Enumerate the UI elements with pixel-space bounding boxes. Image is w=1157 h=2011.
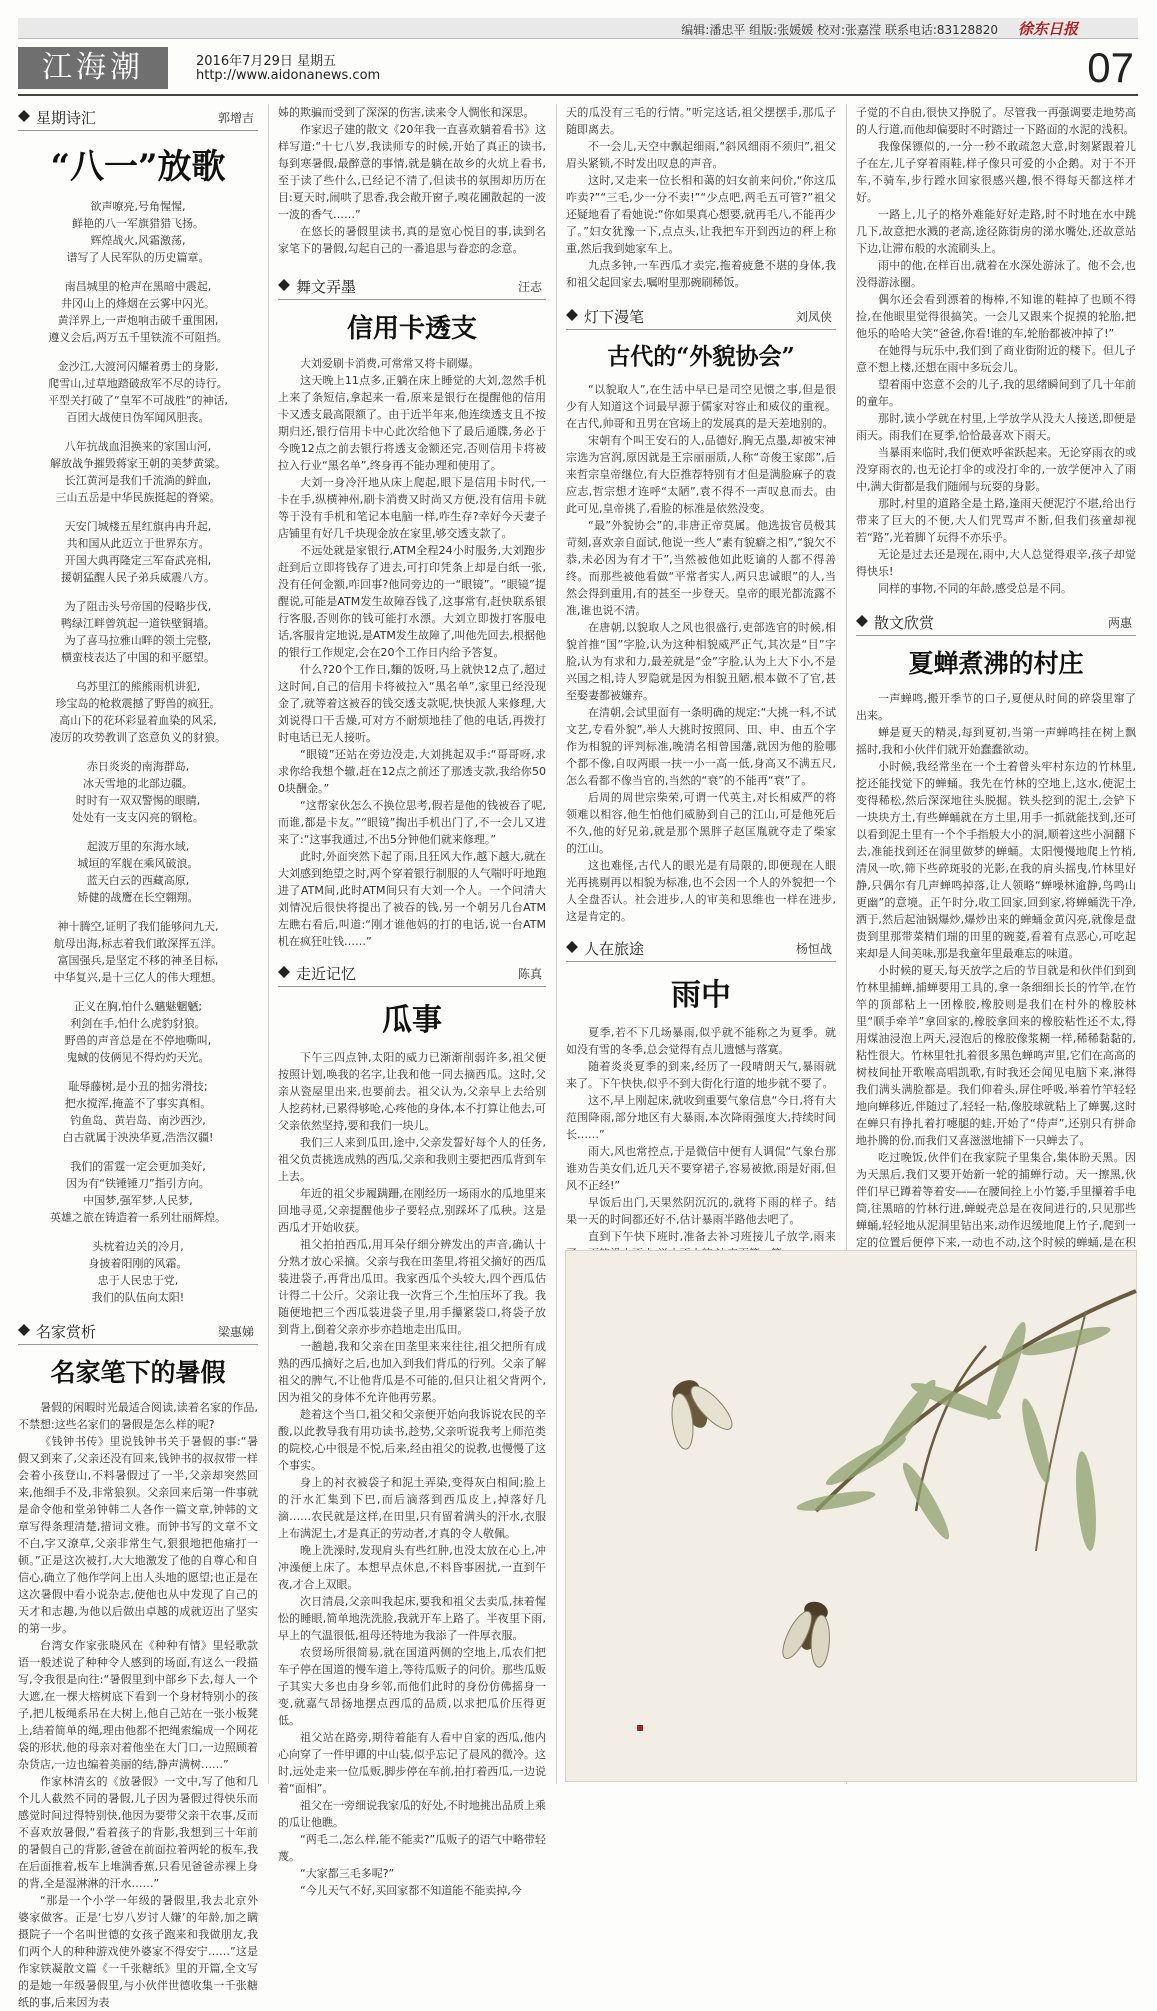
paragraph: 台湾女作家张晓风在《种种有情》里轻歌款语一般述说了种种令人感到的场面,有这么一段描写,令我很是向往:“暑假里到中部乡下去,每人一个大遮,在一棵大榕树底下看到一个身材特别小的孩子,把儿板绳系吊在大树上,他自己站在一张小板凳上,结着简单的绳,理由他都不把绳索编成一个网花袋的形状,他的母亲对着他坐在大门口,一边照顾着杂货店,一边也编着美丽的结,静声满树……”: [18, 1639, 258, 1771]
paragraph: 夏季,若不下几场暴雨,似乎就不能称之为夏季。就如没有雪的冬季,总会觉得有点儿遗憾与落寞。: [566, 1026, 836, 1056]
diamond-icon: [278, 279, 290, 291]
article-continuation: 那时,读小学就在村里,上学放学从没大人接送,即便是雨天。雨我们在夏季,恰恰最喜欢下雨天。: [856, 412, 1136, 442]
paragraph: 大刘爱刷卡消费,可常常又将卡刷爆。: [300, 357, 480, 370]
article-continuation: 无论是过去还是现在,雨中,大人总觉得艰辛,孩子却觉得快乐!: [856, 548, 1136, 578]
paragraph: 我们三人来到瓜田,途中,父亲发誓好每个人的任务,祖父负责挑选成熟的西瓜,父亲和我则主要把西瓜背到车上去。: [278, 1136, 546, 1183]
poem-stanza: 头枕着边关的冷月, 身披着阳刚的风霜。 忠于人民忠于党, 我们的队伍向太阳!: [88, 1240, 188, 1304]
paragraph: 什么?20个工作日,麵的饭呀,马上就快12点了,超过这时间,自己的信用卡将被拉入“黑名单”,家里已经没现金了,就等着这被吞的钱交透支款呢,快快派人来修理,大刘说得口干舌燥,可对方不耐烦地挂了他的电话,再拨打时电话已无人接听。: [278, 663, 546, 744]
credit-section-header: 舞文弄墨 汪志: [278, 273, 546, 300]
paragraph: 作家林清玄的《放暑假》一文中,写了他和几个儿人截然不同的暑假,儿子因为暑假过得快乐而感觉时间过得特别快,他因为要带父亲干农事,反而不喜欢放暑假,“看着孩子的背影,我想到三十年前的暑假自己的背影,爸爸在前面拉着两轮的板车,我在后面推着,板车上堆满香蕉,只看见爸爸赤裸上身的背,全是湿淋淋的汗水……”: [18, 1775, 258, 1890]
poem-section-header: 星期诗汇 郭增吉: [18, 104, 258, 131]
rain-title: 雨中: [671, 978, 731, 1013]
column-4: [856, 104, 1136, 1249]
paragraph: 不远处就是家银行,ATM全程24小时服务,大刘跑步赶到后立即将钱存了进去,可打印凭条上却是白纸一张,没有任何金额,咋回事?他同旁边的一“眼镜”。“眼镜”提醒说,可能是ATM发生故障吞钱了,这事常有,赶快联系银行客服,否则你的钱可能打水漂。大刘立即拨打客服电话,客服肯定地说,是ATM发生故障了,叫他先回去,根据他的银行工作规定,会在20个工作日内给予答复。: [278, 544, 546, 659]
paragraph: 雨大,风也常控点,于是微信中便有人调侃“气象台那谁劝告美女们,近几天不要穿裙子,容易被掀,雨是好雨,但风不正经!”: [566, 1145, 836, 1192]
famous-body: [18, 1399, 258, 2011]
poem-title: “八一”放歌: [50, 147, 226, 187]
article-continuation: 雨中的他,在样百出,就着在水深处游泳了。他不会,也没得游泳圈。: [856, 259, 1136, 289]
paragraph: “两毛二,怎么样,能不能卖?”瓜贩子的语气中略带轻蔑。: [278, 1833, 546, 1863]
paragraph: 在清朝,会试里面有一条明确的规定:“大挑一科,不试文艺,专看外貌”,举人大挑时按照同、田、申、由五个字作为相貌的评判标准,晚清名相曾国藩,就因为他的脸哪个都不像,自叹两眼一扶一小一高一低,身高又不满五尺,怎么看都不像当官的,当然的“衰”的不能再“衰”了。: [566, 706, 836, 787]
paragraph: “大家都三毛多呢?”: [300, 1867, 395, 1880]
article-continuation: 在悠长的暑假里读书,真的是宽心悦目的事,读到名家笔下的暑假,勾起自己的一番追思与眷恋的念意。: [278, 225, 546, 255]
paragraph: 一声蝉鸣,搬开季节的口子,夏便从时间的碎袋里窜了出来。: [856, 692, 1136, 722]
masthead: [18, 44, 1138, 96]
paragraph: 大刘一身冷汗地从床上爬起,眼下是信用卡时代,一卡在手,纵横神州,刷卡消费又时尚又方便,没有信用卡就等于没有手机和笔记本电脑一样,咋生存?幸好今天妻子店铺里有好几千块现金放在家里,够交透支款了。: [278, 476, 546, 540]
poem-stanza: 为了阻击头号帝国的侵略步伐, 鸭绿江畔曾筑起一道铁壁铜墙。 为了喜马拉雅山畔的领土完整, 横蛮枝表达了中国的和平愿望。: [61, 600, 215, 664]
poem-stanza: 起波万里的东海水域, 城垣的军舰在乘风破浪。 蓝天白云的西藏高原, 矫健的战鹰在长空翱翔。: [77, 840, 199, 904]
poem-stanza: 正义在胸,怕什么魑魅魍魉; 利剑在手,怕什么虎豹豺狼。 野兽的声音总是在不停地嘶叫, 鬼蜮的伎俩见不得灼灼天光。: [64, 1000, 212, 1064]
paragraph: 蝉是夏天的精灵,每到夏初,当第一声蝉鸣挂在树上飘摇时,我和小伙伴们就开始蠢蠢欲动。: [856, 726, 1136, 756]
paragraph: 身上的衬衣被袋子和泥土弄染,变得灰白相间;脸上的汗水汇集到下巴,而后滴落到西瓜皮上,掉落好几滴……农民就是这样,在田里,只有留着满头的汗水,衣服上布满泥土,才是真正的劳动者,才真的令人敬佩。: [278, 1476, 546, 1540]
diamond-icon: [18, 1324, 30, 1336]
article-continuation: 九点多钟,一车西瓜才卖完,拖着疲惫不堪的身体,我和祖父起回家去,嘱咐里那碗刷稀饭。: [566, 259, 836, 289]
diamond-icon: [856, 615, 868, 627]
poem-stanza: 耻辱藤树,是小丑的拙劣滑技; 把水搅浑,掩盖不了事实真相。 钓鱼岛、黄岩岛、南沙西沙, 白古就属于泱泱华夏,浩浩汉疆!: [62, 1080, 214, 1144]
issue-date: 2016年7月29日 星期五: [196, 54, 337, 69]
article-continuation: 同样的事物,不同的年龄,感受总是不同。: [878, 582, 1072, 595]
paragraph: 暑假的闲暇时光最适合阅读,读着名家的作品,不禁想:这些名家们的暑假是怎么样的呢?: [18, 1401, 258, 1431]
paragraph: 直到下午快下班时,准备去补习班接儿子放学,雨来: [588, 1230, 836, 1243]
paragraph: 祖父拍拍西瓜,用耳朵仔细分辨发出的声音,确认十分熟才放心采摘。父亲与我在田垄里,将祖父摘好的西瓜装进袋子,再背出瓜田。我家西瓜个头较大,四个西瓜估计得二十公斤。父亲让我一次背三个,生怕压坏了我。我随便地把三个西瓜装进袋子里,用手攥紧袋口,将袋子放到背上,倒着父亲亦步亦趋地走出瓜田。: [278, 1238, 546, 1336]
article-continuation: 当暴雨来临时,我们便欢呼雀跃起来。无论穿雨衣的或没穿雨衣的,也无论打伞的或没打伞的,一放学便冲入了雨中,满大街都是我们随闹与玩耍的身影。: [856, 446, 1136, 493]
poem-stanza: 金沙江,大渡河闪耀着勇士的身影, 爬雪山,过草地踏破敌军不尽的诗行。 平型关打破了“皇军不可战胜”的神话, 百团大战使日伪军闻风胆丧。: [48, 360, 228, 424]
paragraph: “以貌取人”,在生活中早已是司空见惯之事,但是很少有人知道这个词最早源于儒家对容止和威仪的重视。在古代,帅哥和丑男在官场上的发展真的是天差地别的。: [566, 383, 836, 430]
paragraph: “今儿天气不好,买回家都不知道能不能卖掉,今: [300, 1884, 522, 1897]
article-continuation: 一路上,儿子的格外难能好好走路,时不时地在水中跳几下,故意把水溅的老高,途径陈街房的涕水嘴处,还故意站下边,让滞布般的水流刷头上。: [856, 208, 1136, 255]
melon-title: 瓜事: [382, 1003, 442, 1038]
page-number: 07: [1087, 44, 1134, 91]
paragraph: 次日清晨,父亲叫我起床,要我和祖父去卖瓜,抹着惺忪的睡眼,简单地洗洗脸,我就开车上路了。半夜里下雨,早上的气温很低,祖母还特地为我添了一件厚衣服。: [278, 1595, 546, 1642]
credit-title: 信用卡透支: [346, 314, 477, 344]
paragraph: 小时候,我经常坐在一个土着曾头牢村东边的竹林里,挖还能找觉下的蝉蛹。我先在竹林的空地上,这水,使泥土变得稀松,然后深深地往头脱掘。铁头挖到的泥土,会铲下一块块方土,有些蝉蛹就在方土里,用手一抓就能找到,还可以看到泥土里有一个个手指般大小的洞,顺着这些小洞翻下去,准能找到还在洞里做梦的蝉蛹。太阳慢慢地爬上竹梢,清风一吹,筛下些碎斑驳的光影,在我的肩头摇曳,竹林里好静,只偶尔有几声蝉鸣掉落,让人领略“蝉噪林逾静,鸟鸣山更幽”的意境。正午时分,收工回家,回到家,将蝉蛹洗干净,洒于,然后起油锅爆炒,爆炒出来的蝉蛹金黄闪亮,就像是盘贵到里那带菜精们瑞的田里的碗菱,看着有点恶心,可吃起来却是人间美味,那是我童年里最难忘的味道。: [856, 760, 1136, 960]
diamond-icon: [18, 110, 30, 122]
paragraph: 小时候的夏天,每天放学之后的节目就是和伙伴们到到竹林里捕蝉,捕蝉要用工具的,拿一条细细长长的竹竿,在竹竿的顶部粘上一团橡胶,橡胶则是我们在村外的橡胶林里“顺手牵羊”拿回家的,橡胶拿回来的橡胶粘性还不太,得用煤油浸泡上两天,浸泡后的橡胶像浆糊一样,稀稀黏黏的,粘性很大。竹林里牡扎着很多黑色蝉鸣声里,它们在高高的树枝间扯开歌喉高唱凯歌,有时我还会闻见电脑下来,淋得我们满头满脸都是。我们仰着头,屏住呼吸,举着竹竿轻轻地向蝉移近,伴随过了,轻轻一粘,像胶球就粘上了蝉翼,这时在蝉只有挣扎着打嚏腿的蛙,开始了“侍声”,还别只有拼命地扑腾的份,而我们又喜滋滋地捕下一只蝉去了。: [856, 964, 1136, 1147]
paragraph: 吃过晚饭,伙伴们在我家院子里集合,集体盼天黑。因为天黑后,我们又要开始新一轮的捕蝉行动。天一擦黑,伙伴们早已蹲着等着安——在腰间拴上小竹篓,手里攥着手电筒,往黑暗的竹林行进,蝉蜕壳总是在夜间进行的,只见那些蝉蛹,轻轻地从泥洞里钻出来,动作迟缓地爬上竹子,爬到一定的位置后便停下来,一动也不动,这个时候的蝉蛹,是在积: [856, 1151, 1136, 1249]
column-divider: [556, 104, 557, 1784]
newspaper-logo: 徐东日报: [1017, 20, 1078, 38]
paragraph: 农贸场所很简易,就在国道两侧的空地上,瓜农们把车子停在国道的慢车道上,等待瓜贩子的问价。那些瓜贩子其实大多也由身乡邻,而他们此时的身份仿佛摇身一变,就嘉气昂扬地摆点西瓜的品质,以求把瓜价压得更低。: [278, 1646, 546, 1727]
diamond-icon: [566, 309, 578, 321]
paragraph: 后周的周世宗柴荣,可谓一代英主,对长相威严的将领难以相容,他生怕他们威胁到自己的江山,可是他死后不久,他的好兄弟,就是那个黑胖子赵匡胤就夺走了柴家的江山。: [566, 791, 836, 855]
paragraph: “最”外貌协会”的,非唐正帝莫属。他选拔官员极其苛刻,喜欢亲自面试,他说一些人“素有貌癖之相”,“貌欠不恭,未必因为有才干”,当然被他如此贬谪的人都不得善终。而那些被他看做“平常者实人,两只忠诚眼”的人,当然会得到重用,有的甚至一步登天。皇帝的眼光都流露不准,谁也说不清。: [566, 519, 836, 617]
poem-stanza: 赤日炎炎的南海群岛, 冰天雪地的北部边疆。 时时有一双双警惕的眼睛, 处处有一支支闪亮的钢枪。: [72, 760, 204, 824]
article-continuation: 偶尔还会看到漂着的梅棒,不知谁的鞋掉了也顾不得捡,在他眼里觉得很搞笑。一会儿又跟来个捉摸的轮胎,把他乐的哈哈大笑“爸爸,你看!谁的车,轮胎都被冲掉了!”: [856, 293, 1136, 340]
column-2: [278, 104, 546, 1897]
paragraph: 趁着这个当口,祖父和父亲便开始向我诉说农民的辛酸,以此教导我有用功读书,趁势,父亲听说我考上师范类的院校,心中很是不悦,后来,经由祖父的说教,也慢慢了这个事实。: [278, 1408, 546, 1472]
paragraph: 下午三四点钟,太阳的威力已渐渐削弱许多,祖父便按照计划,唤我的名字,让我和他一同去摘西瓜。这时,父亲从瓷屋里出来,也要前去。祖父认为,父亲早上去给别人挖药材,已累得够呛,心疼他的身体,本不打算让他去,可父亲依然坚持,要和我们一块儿。: [278, 1051, 546, 1132]
cicada-section-header: 散文欣赏 两惠: [856, 609, 1136, 636]
article-continuation: 我像保镖似的,一分一秒不敢疏忽大意,时刻紧跟着儿子在左,儿子穿着雨鞋,样子像只可爱的小企鹅。对于不开车,不骑车,步行蹚水回家很感兴趣,恨不得每天都这样才好。: [856, 140, 1136, 204]
paragraph: 此时,外面突然下起了雨,且狂风大作,越下越大,就在大刘感到绝望之时,两个穿着银行制服的人气喘吁吁地跑进了ATM间,此时ATM间只有大刘一个人。一个问清大刘情况后很快将提出了被吞的钱,另一个朝另几台ATM左瞧右看后,叫道:“刚才谁他妈的打的电话,说一台ATM机在疯狂吐钱……”: [278, 850, 546, 948]
beauty-section-header: 灯下漫笔 刘凤侠: [566, 303, 836, 330]
editor-credits: 编辑:潘忠平 组版:张媛媛 校对:张嘉滢 联系电话:83128820: [681, 23, 998, 37]
paragraph: 在唐朝,以貌取人之风也很盛行,吏部选官的时候,相貌首推“国”字脸,认为这种相貌威严正气,其次是“目”字脸,认为有求和力,最差就是“金”字脸,认为上大下小,不是兴国之相,诗人罗隐就是因为相貌丑陋,根本做不了官,甚至娶妻都被嫌弃。: [566, 621, 836, 702]
article-continuation: 望着雨中恣意不会的儿子,我的思绪瞬间到了几十年前的童年。: [856, 378, 1136, 408]
article-continuation: 不一会儿,天空中飘起细雨,“斜风细雨不须归”,祖父眉头紧锁,不时发出叹息的声音。: [566, 140, 836, 170]
paragraph: “那是一个小学一年级的暑假里,我去北京外婆家做客。正是‘七岁八岁讨人嫌’的年龄,加之瞒摄院子一个名叫世德的女孩子跑来和我做朋友,我们两个人的种种游戏使外婆家不得安宁……”这是作家铁凝散文篇《一千张糖纸》里的开篇,全文写的是她一年级暑假里,与小伙伴世德收集一千张糖纸的事,后来因为表: [18, 1894, 258, 2009]
poem-stanza: 南昌城里的枪声在黑暗中震起, 井冈山上的烽烟在云雾中闪光。 黄洋界上,一声炮响击破千重围困, 遵义会后,两万五千里铁流不可阻挡。: [48, 280, 228, 344]
paragraph: 这也难怪,古代人的眼光是有局限的,即便现在人眼光再挑剔再以相貌为标准,也不会因一个人的外貌把一个人全盘否认。社会进步,人的审美和思维也一样在进步,这是肯定的。: [566, 859, 836, 923]
poem-stanza: 欲声嘹亮,号角惺惺, 鲜艳的八一军旗猎猎飞扬。 辉煌战火,风霜激荡, 谱写了人民军队的历史篇章。: [66, 200, 210, 264]
famous-section-header: 名家赏析 梁惠娣: [18, 1318, 258, 1345]
paragraph: 《钱钟书传》里说钱钟书关于暑假的事:“暑假又到来了,父亲还没有回来,钱钟书的叔叔带一样会着小孩登山,不料暑假过了一半,父亲却突然回来,他细手不及,非常狼狈。父亲回来后第一件事就是命令他和堂弟钟韩二人各作一篇文章,钟韩的文章写得条理清楚,措词文雅。而钟书写的文章不文不白,字又潦草,父亲非常生气,狠狠地把他痛打一顿。”正是这次被打,大大地激发了他的自尊心和自信心,确立了他作学问上出人头地的愿望;也正是在这次暑假中看小说杂志,使他也从中发现了自己的天才和志趣,为他以后做出卓越的成就迈出了坚实的第一步。: [18, 1435, 258, 1635]
cicada-bamboo-painting-icon: [566, 1251, 1136, 1781]
article-continuation: 在她得与玩乐中,我们到了商业街附近的楼下。但儿子意不想上楼,还想在雨中多玩会儿。: [856, 344, 1136, 374]
column-1: [18, 104, 258, 2009]
paragraph: 这不,早上刚起床,就收到重要气象信息“今日,将有大范围降雨,部分地区有大暴雨,本次降雨强度大,持续时间长……”: [566, 1094, 836, 1141]
diamond-icon: [566, 941, 578, 953]
article-continuation: 子觉的不自由,很快又挣脱了。尽管我一再强调要走地势高的人行道,而他却偏要时不时踏过一下路面的水泥的浅积。: [856, 106, 1136, 136]
paragraph: 祖父在一旁细说我家瓜的好处,不时地挑出品质上乘的瓜让他瞧。: [278, 1799, 546, 1829]
column-3: [566, 104, 836, 1244]
poem-stanza: 乌苏里江的熊熊雨机讲犯, 珍宝岛的枪救震撼了野兽的疯狂。 高山下的花环彩显着血染的风采, 凌厉的攻势教训了恣意负义的豺狼。: [50, 680, 226, 744]
article-continuation: 作家迟子建的散文《20年我一直喜欢躺着看书》这样写道:“十七八岁,我读师专的时候,开始了真正的读书,每到寒暑假,最醉意的事情,就是躺在故乡的火炕上看书,至于读了些什么,已经记不清了,但读书的氛围却历历在目:夏天时,闹哄了思香,我会敞开窗子,嗅花圃散起的一波一波的香气……”: [278, 123, 546, 221]
famous-title: 名家笔下的暑假: [50, 1358, 226, 1387]
article-continuation: 那时,村里的道路全是土路,逢雨天便泥泞不堪,给出行带来了巨大的不便,大人们咒骂声不断,但我们孩童却视若“路”,光着脚丫玩得不亦乐乎。: [856, 497, 1136, 544]
poem-stanza: 神十腾空,证明了我们能够问九天, 航母出海,标志着我们敢深挥五洋。 富国强兵,是坚定不移的神圣目标, 中华复兴,是十三亿人的伟大理想。: [53, 920, 223, 984]
article-continuation: 天的瓜没有三毛的行情。”听完这话,祖父摆摆手,那瓜子随即离去。: [566, 106, 836, 136]
diamond-icon: [278, 966, 290, 978]
section-name: 江海潮: [18, 47, 168, 89]
rain-section-header: 人在旅途 杨恒战: [566, 935, 836, 962]
poem-stanza: 我们的雷霆一定会更加美好, 因为有“铁锤锤刀”指引方向。 中国梦,强军梦,人民梦, 英雄之旅在铸造着一系列壮丽辉煌。: [50, 1160, 226, 1224]
paragraph: “眼镜”还站在旁边没走,大刘挑起双手:“哥哥呀,求求你给我想个辙,赶在12点之前还了那透支款,我给你500块酬金。”: [278, 748, 546, 795]
paragraph: “这帮家伙怎么不换位思考,假若是他的钱被吞了呢,而谁,都是卡友。”“眼镜”掏出手机出门了,不一会儿又进来了:“这事我通过,不出5分钟他们就来修理。”: [278, 799, 546, 846]
paragraph: 这天晚上11点多,正躺在床上睡觉的大刘,忽然手机上来了条短信,拿起来一看,原来是银行在提醒他的信用卡又透支最高限额了。由于近半年来,他连续透支且不按期归还,银行信用卡中心此次给他下了最后通牒,务必于今晚12点之前去银行将透支金额还完,否则信用卡将被拉入行业“黑名单”,终身再不能办理和使用了。: [278, 374, 546, 472]
cicada-bamboo-painting: [565, 1250, 1137, 1782]
header-bar: [18, 18, 1138, 39]
article-continuation: 姊的欺骗而受到了深深的伤害,读来令人惆怅和深思。: [278, 106, 535, 119]
paragraph: 年近的祖父步履蹒跚,在刚经历一场雨水的瓜地里来回地寻觅,父亲提醒他步子要轻点,别踩坏了瓜秧。这是西瓜才开始收获。: [278, 1187, 546, 1234]
poem-stanza: 天安门城楼五星红旗冉冉升起, 共和国从此迈立于世界东方。 开国大典再隆定三军奋武亮相, 援朝猛醒人民子弟兵威震八方。: [61, 520, 215, 584]
beauty-title: 古代的“外貌协会”: [607, 343, 795, 370]
paragraph: 随着炎炎夏季的到来,经历了一段晴朗天气,暴雨就来了。下午快快,似乎不到大街化行道的地步就不要了。: [566, 1060, 836, 1090]
melon-body: [278, 1049, 546, 1899]
site-url[interactable]: http://www.aidonanews.com: [196, 68, 381, 83]
poem-stanza: 八年抗战血泪换来的家国山河, 解放战争摧毁蒋家王朝的美梦黄粱。 长江黄河是我们千流淌的鲜血, 三山五岳是中华民族挺起的脊梁。: [50, 440, 226, 504]
svg-text:▪: ▪: [636, 1720, 645, 1734]
poem-body: [18, 198, 258, 1306]
melon-section-header: 走近记忆 陈真: [278, 960, 546, 987]
beauty-body: [566, 381, 836, 925]
paragraph: 宋朝有个叫王安石的人,品德好,胸无点墨,却被宋神宗选为宫润,原因就是王宗丽丽质,人称“奇俊王家郎”,后来哲宗皇帝继位,有大臣推荐特别有才但是满脸麻子的袁应志,哲宗想才连呼“太陋”,袁不得不一声叹息而去。由此可见,皇帝挑了,看脸的标准是依然没变。: [566, 434, 836, 515]
paragraph: 一趟趟,我和父亲在田垄里来来往往,祖父把所有成熟的西瓜摘好之后,也加入到我们背瓜的行列。父亲了解祖父的脾气,不让他背瓜是不可能的,但只让祖父背两个,因为祖父的身体不允许他再劳累。: [278, 1340, 546, 1404]
paragraph: 早饭后出门,天果然阴沉沉的,就将下雨的样子。结果一天的时间都还好不,估计暴雨半路他去吧了。: [566, 1196, 836, 1226]
paragraph: 晚上洗澡时,发现肩头有些红肿,也没太放在心上,冲冲澡便上床了。本想早点休息,不料昏事困扰,一直到午夜,才合上双眼。: [278, 1544, 546, 1591]
credit-body: [278, 355, 546, 950]
paragraph: 祖父站在路旁,期待着能有人看中自家的西瓜,他内心向穿了一件甲谭的中山装,似乎忘记了晨风的微冷。这时,远处走来一位瓜贩,脚步停在车前,拍打着西瓜,一边说着“面相”。: [278, 1731, 546, 1795]
article-continuation: 这时,又走来一位长相和蔼的妇女前来问价,“你这瓜咋卖?”“三毛,少一分不卖!”“少点吧,两毛五可管?”祖父还疑地看了看她说:“你如果真心想要,就再毛八,不能再少了。”妇女犹豫一下,点点头,让我把车开到西边的秤上称重,然后我到她家车上。: [566, 174, 836, 255]
cicada-title: 夏蝉煮沸的村庄: [908, 649, 1084, 678]
column-divider: [268, 104, 269, 1784]
